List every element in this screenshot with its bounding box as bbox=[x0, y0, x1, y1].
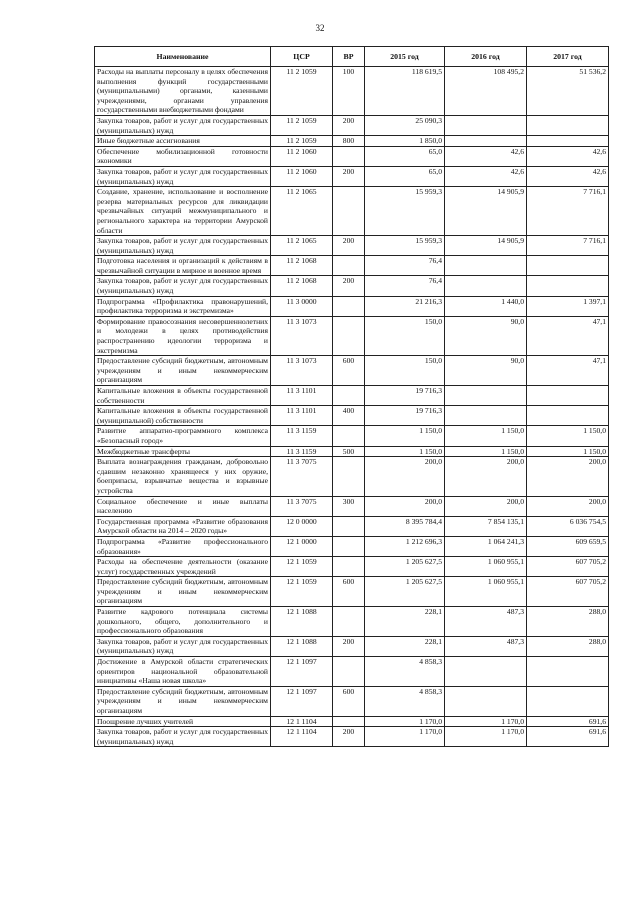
cell-2017: 1 150,0 bbox=[527, 446, 609, 457]
cell-2017: 609 659,5 bbox=[527, 536, 609, 556]
cell-2016: 1 064 241,3 bbox=[445, 536, 527, 556]
cell-2017 bbox=[527, 386, 609, 406]
cell-csr: 12 1 1088 bbox=[271, 636, 333, 656]
cell-name: Закупка товаров, работ и услуг для государственных (муниципальных) нужд bbox=[95, 236, 271, 256]
cell-vr: 200 bbox=[333, 636, 365, 656]
cell-2016: 108 495,2 bbox=[445, 67, 527, 116]
cell-2017: 7 716,1 bbox=[527, 236, 609, 256]
cell-vr bbox=[333, 386, 365, 406]
cell-vr bbox=[333, 256, 365, 276]
cell-2016: 1 170,0 bbox=[445, 727, 527, 747]
cell-csr: 11 2 1065 bbox=[271, 236, 333, 256]
cell-name: Развитие аппаратно-программного комплекса «Безопасный город» bbox=[95, 426, 271, 446]
cell-vr: 200 bbox=[333, 236, 365, 256]
cell-csr: 11 3 0000 bbox=[271, 296, 333, 316]
cell-vr bbox=[333, 657, 365, 687]
cell-2017: 1 150,0 bbox=[527, 426, 609, 446]
table-row bbox=[95, 146, 609, 166]
cell-vr: 200 bbox=[333, 115, 365, 135]
table-row bbox=[95, 457, 609, 496]
header-2016: 2016 год bbox=[445, 47, 527, 67]
table-row bbox=[95, 557, 609, 577]
table-row bbox=[95, 446, 609, 457]
cell-csr: 11 3 7075 bbox=[271, 457, 333, 496]
header-name: Наименование bbox=[95, 47, 271, 67]
cell-2017: 691,6 bbox=[527, 727, 609, 747]
cell-vr: 200 bbox=[333, 276, 365, 296]
cell-2015: 1 205 627,5 bbox=[365, 577, 445, 607]
cell-2016: 487,3 bbox=[445, 636, 527, 656]
cell-name: Государственная программа «Развитие образования Амурской области на 2014 – 2020 годы» bbox=[95, 516, 271, 536]
cell-2017 bbox=[527, 406, 609, 426]
table-row bbox=[95, 577, 609, 607]
cell-vr bbox=[333, 457, 365, 496]
cell-csr: 11 2 1060 bbox=[271, 146, 333, 166]
cell-name: Формирование правосознания несовершеннолетних и молодежи в целях противодействия распространению идеологии терроризма и экстремизма bbox=[95, 316, 271, 355]
table-row bbox=[95, 356, 609, 386]
cell-2015: 76,4 bbox=[365, 256, 445, 276]
cell-2015: 1 170,0 bbox=[365, 716, 445, 727]
cell-csr: 12 1 1059 bbox=[271, 557, 333, 577]
table-row bbox=[95, 67, 609, 116]
cell-2015: 150,0 bbox=[365, 356, 445, 386]
cell-csr: 12 1 1104 bbox=[271, 727, 333, 747]
cell-2015: 19 716,3 bbox=[365, 406, 445, 426]
cell-2016: 1 150,0 bbox=[445, 426, 527, 446]
cell-name: Межбюджетные трансферты bbox=[95, 446, 271, 457]
cell-vr: 600 bbox=[333, 686, 365, 716]
cell-name: Капитальные вложения в объекты государственной (муниципальной) собственности bbox=[95, 406, 271, 426]
cell-2017: 1 397,1 bbox=[527, 296, 609, 316]
page-number: 32 bbox=[315, 23, 325, 33]
cell-2016: 42,6 bbox=[445, 146, 527, 166]
cell-vr bbox=[333, 607, 365, 637]
table-row bbox=[95, 657, 609, 687]
cell-name: Закупка товаров, работ и услуг для государственных (муниципальных) нужд bbox=[95, 727, 271, 747]
table-row bbox=[95, 516, 609, 536]
cell-csr: 12 1 1104 bbox=[271, 716, 333, 727]
cell-vr bbox=[333, 716, 365, 727]
cell-2017: 200,0 bbox=[527, 496, 609, 516]
cell-name: Достижение в Амурской области стратегических ориентиров национальной образовательной инициативы «Наша новая школа» bbox=[95, 657, 271, 687]
cell-name: Подготовка населения и организаций к действиям в чрезвычайной ситуации в мирное и военное время bbox=[95, 256, 271, 276]
cell-vr bbox=[333, 536, 365, 556]
cell-name: Развитие кадрового потенциала системы дошкольного, общего, дополнительного и профессионального образования bbox=[95, 607, 271, 637]
cell-vr: 600 bbox=[333, 356, 365, 386]
table-row bbox=[95, 686, 609, 716]
cell-csr: 11 3 1101 bbox=[271, 406, 333, 426]
table-body bbox=[95, 67, 609, 747]
cell-2017: 7 716,1 bbox=[527, 187, 609, 236]
cell-2015: 19 716,3 bbox=[365, 386, 445, 406]
cell-2015: 228,1 bbox=[365, 636, 445, 656]
cell-name: Создание, хранение, использование и восполнение резерва материальных ресурсов для ликвидации чрезвычайных ситуаций межмуниципального и регионального характера на территории Амурской области bbox=[95, 187, 271, 236]
cell-csr: 11 3 7075 bbox=[271, 496, 333, 516]
cell-2016: 42,6 bbox=[445, 166, 527, 186]
cell-2015: 200,0 bbox=[365, 496, 445, 516]
table-row bbox=[95, 115, 609, 135]
cell-csr: 12 1 1088 bbox=[271, 607, 333, 637]
cell-csr: 11 2 1059 bbox=[271, 136, 333, 147]
cell-name: Расходы на выплаты персоналу в целях обеспечения выполнения функций государственными (муниципальными) органами, казенными учреждениями, органами управления государственными внебюджетными фондами bbox=[95, 67, 271, 116]
cell-2015: 25 090,3 bbox=[365, 115, 445, 135]
cell-csr: 12 1 1059 bbox=[271, 577, 333, 607]
table-row bbox=[95, 426, 609, 446]
cell-2015: 1 150,0 bbox=[365, 426, 445, 446]
cell-vr: 400 bbox=[333, 406, 365, 426]
cell-2015: 150,0 bbox=[365, 316, 445, 355]
cell-csr: 11 2 1068 bbox=[271, 276, 333, 296]
cell-2017 bbox=[527, 276, 609, 296]
cell-2017 bbox=[527, 136, 609, 147]
cell-name: Выплата вознаграждения гражданам, добровольно сдавшим незаконно хранящееся у них оружие, боеприпасы, взрывчатые вещества и взрывные устройства bbox=[95, 457, 271, 496]
cell-2015: 8 395 784,4 bbox=[365, 516, 445, 536]
cell-2017: 6 036 754,5 bbox=[527, 516, 609, 536]
cell-2017: 288,0 bbox=[527, 636, 609, 656]
cell-csr: 12 1 1097 bbox=[271, 657, 333, 687]
cell-2017: 51 536,2 bbox=[527, 67, 609, 116]
table-row bbox=[95, 256, 609, 276]
cell-name: Предоставление субсидий бюджетным, автономным учреждениям и иным некоммерческим организациям bbox=[95, 686, 271, 716]
table-row bbox=[95, 636, 609, 656]
cell-2015: 1 150,0 bbox=[365, 446, 445, 457]
cell-vr: 300 bbox=[333, 496, 365, 516]
cell-vr: 800 bbox=[333, 136, 365, 147]
cell-2016: 1 150,0 bbox=[445, 446, 527, 457]
cell-name: Социальное обеспечение и иные выплаты населению bbox=[95, 496, 271, 516]
cell-2016: 90,0 bbox=[445, 316, 527, 355]
cell-2016 bbox=[445, 256, 527, 276]
cell-2017: 288,0 bbox=[527, 607, 609, 637]
cell-2016: 1 170,0 bbox=[445, 716, 527, 727]
cell-csr: 11 3 1073 bbox=[271, 356, 333, 386]
cell-2016 bbox=[445, 406, 527, 426]
cell-vr: 100 bbox=[333, 67, 365, 116]
cell-vr: 200 bbox=[333, 166, 365, 186]
cell-2015: 118 619,5 bbox=[365, 67, 445, 116]
cell-vr: 500 bbox=[333, 446, 365, 457]
cell-vr bbox=[333, 516, 365, 536]
cell-2016: 7 854 135,1 bbox=[445, 516, 527, 536]
cell-2017 bbox=[527, 686, 609, 716]
cell-2015: 4 858,3 bbox=[365, 686, 445, 716]
cell-csr: 12 1 0000 bbox=[271, 536, 333, 556]
cell-name: Закупка товаров, работ и услуг для государственных (муниципальных) нужд bbox=[95, 115, 271, 135]
table-row bbox=[95, 607, 609, 637]
table-row bbox=[95, 276, 609, 296]
cell-csr: 11 2 1060 bbox=[271, 166, 333, 186]
cell-2015: 4 858,3 bbox=[365, 657, 445, 687]
cell-2016 bbox=[445, 276, 527, 296]
table-row bbox=[95, 236, 609, 256]
cell-csr: 11 3 1159 bbox=[271, 446, 333, 457]
cell-2016 bbox=[445, 136, 527, 147]
cell-2016 bbox=[445, 657, 527, 687]
cell-name: Предоставление субсидий бюджетным, автономным учреждениям и иным некоммерческим организациям bbox=[95, 356, 271, 386]
cell-csr: 11 3 1159 bbox=[271, 426, 333, 446]
cell-2017 bbox=[527, 115, 609, 135]
cell-2015: 228,1 bbox=[365, 607, 445, 637]
cell-vr bbox=[333, 426, 365, 446]
cell-vr bbox=[333, 557, 365, 577]
cell-2015: 15 959,3 bbox=[365, 236, 445, 256]
cell-2017: 691,6 bbox=[527, 716, 609, 727]
table-row bbox=[95, 406, 609, 426]
cell-2016: 200,0 bbox=[445, 457, 527, 496]
table-header-row bbox=[95, 47, 609, 67]
cell-name: Обеспечение мобилизационной готовности экономики bbox=[95, 146, 271, 166]
cell-2015: 15 959,3 bbox=[365, 187, 445, 236]
cell-2015: 65,0 bbox=[365, 166, 445, 186]
cell-csr: 11 2 1068 bbox=[271, 256, 333, 276]
cell-name: Подпрограмма «Развитие профессионального образования» bbox=[95, 536, 271, 556]
cell-2017: 42,6 bbox=[527, 146, 609, 166]
cell-2016: 90,0 bbox=[445, 356, 527, 386]
cell-2016 bbox=[445, 686, 527, 716]
cell-csr: 12 1 1097 bbox=[271, 686, 333, 716]
cell-2017 bbox=[527, 657, 609, 687]
cell-vr bbox=[333, 146, 365, 166]
cell-2017: 607 705,2 bbox=[527, 577, 609, 607]
header-csr: ЦСР bbox=[271, 47, 333, 67]
cell-name: Закупка товаров, работ и услуг для государственных (муниципальных) нужд bbox=[95, 276, 271, 296]
cell-csr: 11 2 1059 bbox=[271, 67, 333, 116]
table-row bbox=[95, 386, 609, 406]
cell-2016 bbox=[445, 386, 527, 406]
table-row bbox=[95, 496, 609, 516]
cell-2017: 47,1 bbox=[527, 356, 609, 386]
cell-vr: 600 bbox=[333, 577, 365, 607]
header-2015: 2015 год bbox=[365, 47, 445, 67]
cell-2016 bbox=[445, 115, 527, 135]
cell-name: Расходы на обеспечение деятельности (оказание услуг) государственных учреждений bbox=[95, 557, 271, 577]
cell-vr bbox=[333, 316, 365, 355]
table-row bbox=[95, 536, 609, 556]
cell-2016: 200,0 bbox=[445, 496, 527, 516]
budget-table bbox=[94, 46, 609, 747]
cell-csr: 11 3 1073 bbox=[271, 316, 333, 355]
cell-2015: 1 212 696,3 bbox=[365, 536, 445, 556]
cell-vr bbox=[333, 187, 365, 236]
cell-2016: 487,3 bbox=[445, 607, 527, 637]
cell-2017: 47,1 bbox=[527, 316, 609, 355]
cell-csr: 11 3 1101 bbox=[271, 386, 333, 406]
table-row bbox=[95, 296, 609, 316]
cell-name: Закупка товаров, работ и услуг для государственных (муниципальных) нужд bbox=[95, 636, 271, 656]
cell-csr: 11 2 1059 bbox=[271, 115, 333, 135]
cell-2015: 65,0 bbox=[365, 146, 445, 166]
cell-2015: 1 850,0 bbox=[365, 136, 445, 147]
table-row bbox=[95, 716, 609, 727]
table-row bbox=[95, 727, 609, 747]
cell-2016: 1 060 955,1 bbox=[445, 557, 527, 577]
table-row bbox=[95, 316, 609, 355]
cell-2016: 14 905,9 bbox=[445, 236, 527, 256]
cell-2017 bbox=[527, 256, 609, 276]
header-2017: 2017 год bbox=[527, 47, 609, 67]
cell-2015: 76,4 bbox=[365, 276, 445, 296]
cell-2017: 607 705,2 bbox=[527, 557, 609, 577]
table-row bbox=[95, 187, 609, 236]
cell-name: Предоставление субсидий бюджетным, автономным учреждениям и иным некоммерческим организациям bbox=[95, 577, 271, 607]
cell-vr: 200 bbox=[333, 727, 365, 747]
cell-csr: 11 2 1065 bbox=[271, 187, 333, 236]
cell-2016: 14 905,9 bbox=[445, 187, 527, 236]
cell-2015: 21 216,3 bbox=[365, 296, 445, 316]
cell-name: Иные бюджетные ассигнования bbox=[95, 136, 271, 147]
cell-name: Капитальные вложения в объекты государственной собственности bbox=[95, 386, 271, 406]
cell-vr bbox=[333, 296, 365, 316]
cell-csr: 12 0 0000 bbox=[271, 516, 333, 536]
cell-2015: 1 205 627,5 bbox=[365, 557, 445, 577]
cell-2015: 1 170,0 bbox=[365, 727, 445, 747]
header-vr: ВР bbox=[333, 47, 365, 67]
cell-2017: 42,6 bbox=[527, 166, 609, 186]
table-row bbox=[95, 136, 609, 147]
cell-2017: 200,0 bbox=[527, 457, 609, 496]
cell-2016: 1 060 955,1 bbox=[445, 577, 527, 607]
cell-2015: 200,0 bbox=[365, 457, 445, 496]
table-row bbox=[95, 166, 609, 186]
cell-name: Закупка товаров, работ и услуг для государственных (муниципальных) нужд bbox=[95, 166, 271, 186]
cell-name: Поощрение лучших учителей bbox=[95, 716, 271, 727]
cell-2016: 1 440,0 bbox=[445, 296, 527, 316]
cell-name: Подпрограмма «Профилактика правонарушений, профилактика терроризма и экстремизма» bbox=[95, 296, 271, 316]
